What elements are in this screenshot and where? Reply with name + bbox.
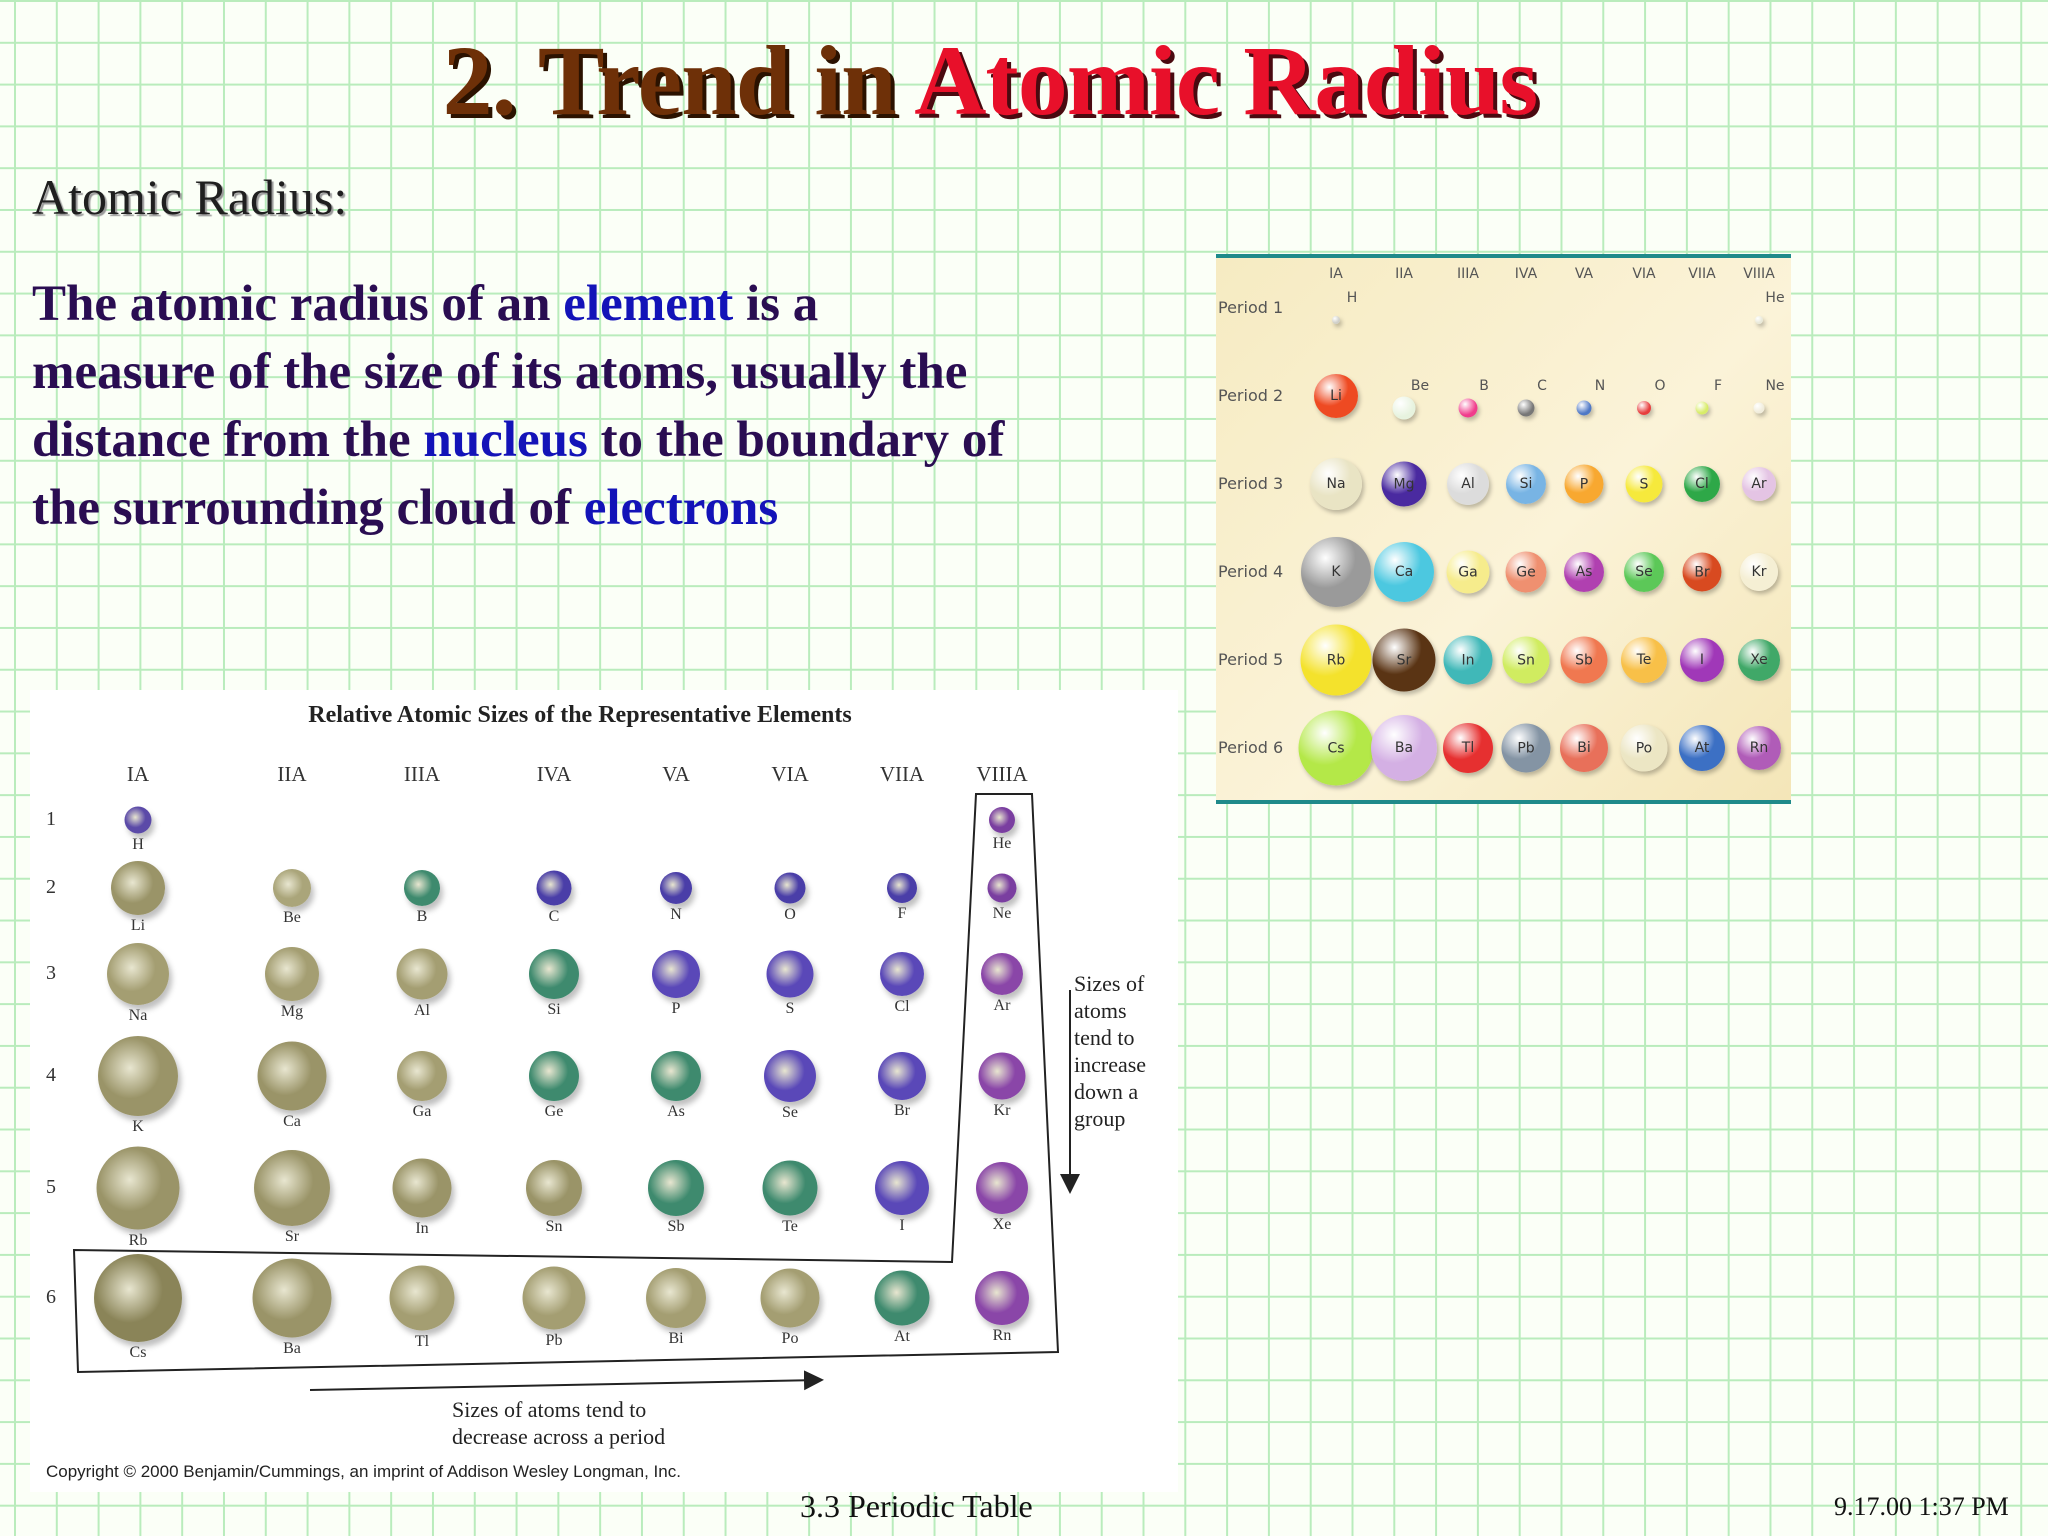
slide-footer-title: 3.3 Periodic Table bbox=[800, 1488, 1033, 1524]
group-header-VA: VA bbox=[1574, 266, 1594, 282]
atom-I bbox=[1680, 638, 1724, 682]
atom-Ga bbox=[1447, 551, 1490, 594]
atom-C bbox=[537, 871, 572, 906]
atom-Cl bbox=[880, 952, 924, 996]
definition-seg-3: to the boundary of the surrounding cloud of bbox=[32, 412, 1005, 536]
atom-K bbox=[98, 1036, 178, 1116]
symbol-Al: Al bbox=[1461, 476, 1475, 492]
atom-Po bbox=[1621, 725, 1668, 772]
atom-Cs bbox=[1299, 711, 1374, 786]
symbol-C: C bbox=[548, 907, 560, 925]
symbol-Se: Se bbox=[782, 1104, 798, 1121]
symbol-Li: Li bbox=[1330, 388, 1342, 404]
atom-Rn bbox=[975, 1271, 1029, 1325]
symbol-He: He bbox=[992, 835, 1012, 852]
atom-Al bbox=[1447, 463, 1489, 505]
symbol-C: C bbox=[1537, 378, 1547, 394]
atom-Kr bbox=[1740, 553, 1778, 591]
symbol-Ga: Ga bbox=[412, 1103, 432, 1120]
note-down-line: group bbox=[1074, 1106, 1126, 1131]
symbol-Ar: Ar bbox=[993, 997, 1011, 1014]
symbol-At: At bbox=[894, 1327, 910, 1345]
atom-Sn bbox=[526, 1160, 582, 1216]
definition-seg-2: is a measure of the size of its atoms, usually the distance from the bbox=[32, 276, 968, 468]
atom-Se bbox=[764, 1050, 816, 1102]
period-number-5: 5 bbox=[46, 1176, 56, 1198]
symbol-P: P bbox=[671, 1000, 681, 1017]
symbol-Se: Se bbox=[1635, 564, 1653, 580]
symbol-Ba: Ba bbox=[283, 1339, 301, 1357]
atom-Sn bbox=[1503, 637, 1550, 684]
symbol-H: H bbox=[132, 835, 144, 853]
atom-F bbox=[887, 873, 917, 903]
atom-N bbox=[1577, 401, 1592, 416]
period-label-5: Period 5 bbox=[1218, 650, 1284, 669]
period-label-6: Period 6 bbox=[1218, 738, 1284, 757]
note-down-line: Sizes of bbox=[1074, 971, 1145, 996]
relative-atomic-sizes-figure bbox=[30, 690, 1178, 1492]
symbol-Cs: Cs bbox=[1327, 740, 1345, 756]
symbol-Cl: Cl bbox=[894, 998, 910, 1015]
group-header-VIIA: VIIA bbox=[1688, 266, 1716, 282]
note-down-line: tend to bbox=[1074, 1025, 1135, 1050]
symbol-Li: Li bbox=[130, 917, 146, 934]
symbol-Cl: Cl bbox=[1695, 476, 1709, 492]
atom-Ge bbox=[529, 1051, 579, 1101]
symbol-S: S bbox=[1639, 476, 1649, 492]
atom-B bbox=[404, 870, 440, 906]
symbol-F: F bbox=[897, 905, 907, 922]
period-number-3: 3 bbox=[46, 962, 56, 984]
symbol-Pb: Pb bbox=[545, 1331, 563, 1349]
symbol-K: K bbox=[132, 1118, 144, 1135]
symbol-Br: Br bbox=[1694, 564, 1710, 580]
symbol-Te: Te bbox=[1636, 652, 1652, 668]
atom-Sb bbox=[1561, 637, 1608, 684]
symbol-Ca: Ca bbox=[1394, 564, 1414, 580]
atom-Li bbox=[111, 861, 165, 915]
atom-Br bbox=[878, 1052, 926, 1100]
symbol-Na: Na bbox=[1326, 476, 1346, 492]
atom-Ba bbox=[1371, 715, 1437, 781]
symbol-Tl: Tl bbox=[414, 1332, 430, 1350]
slide-footer-date: 9.17.00 1:37 PM bbox=[1834, 1492, 2009, 1521]
atom-He bbox=[1755, 316, 1763, 324]
atom-Cs bbox=[94, 1254, 182, 1342]
symbol-At: At bbox=[1694, 740, 1710, 756]
symbol-In: In bbox=[1461, 652, 1475, 668]
atom-Ca bbox=[258, 1042, 327, 1111]
note-down-line: increase bbox=[1074, 1052, 1147, 1077]
period-number-1: 1 bbox=[46, 808, 56, 830]
symbol-Ne: Ne bbox=[992, 904, 1012, 922]
atom-Ge bbox=[1506, 552, 1547, 593]
atom-Rb bbox=[1301, 625, 1372, 696]
period-number-2: 2 bbox=[46, 876, 56, 898]
symbol-Kr: Kr bbox=[993, 1101, 1011, 1119]
atom-Be bbox=[273, 869, 311, 907]
atom-O bbox=[775, 873, 806, 904]
keyword-element: element bbox=[563, 276, 734, 332]
atom-Kr bbox=[979, 1053, 1026, 1100]
symbol-Sb: Sb bbox=[1575, 652, 1593, 668]
group-header-IVA: IVA bbox=[536, 762, 572, 786]
group-header-IA: IA bbox=[1329, 266, 1343, 282]
symbol-I: I bbox=[899, 1217, 905, 1234]
period-label-2: Period 2 bbox=[1218, 386, 1284, 405]
atom-Rb bbox=[97, 1147, 180, 1230]
atom-In bbox=[393, 1159, 452, 1218]
atom-Al bbox=[397, 949, 448, 1000]
atom-Sb bbox=[648, 1160, 704, 1216]
group-header-VIA: VIA bbox=[771, 762, 809, 786]
atom-Be bbox=[1393, 397, 1416, 420]
symbol-Tl: Tl bbox=[1461, 740, 1475, 756]
atom-In bbox=[1444, 636, 1493, 685]
group-header-VIA: VIA bbox=[1632, 266, 1656, 282]
definition-seg-1: The atomic radius of an bbox=[32, 276, 564, 332]
symbol-Ca: Ca bbox=[283, 1112, 301, 1130]
atom-P bbox=[652, 950, 700, 998]
title-part-2: Atomic Radius bbox=[914, 25, 1538, 136]
group-header-IIIA: IIIA bbox=[1457, 266, 1479, 282]
atom-H bbox=[125, 807, 152, 834]
atom-O bbox=[1637, 401, 1651, 415]
atom-Xe bbox=[1738, 639, 1780, 681]
symbol-Al: Al bbox=[414, 1001, 430, 1019]
symbol-B: B bbox=[416, 908, 428, 925]
definition-text bbox=[32, 270, 1012, 542]
note-down-line: down a bbox=[1074, 1079, 1139, 1104]
atom-Te bbox=[1621, 637, 1667, 683]
symbol-Ge: Ge bbox=[1516, 564, 1536, 580]
atom-Te bbox=[763, 1161, 818, 1216]
symbol-He: He bbox=[1765, 290, 1785, 306]
symbol-O: O bbox=[784, 905, 796, 923]
atom-Li bbox=[1314, 374, 1358, 418]
symbol-Rb: Rb bbox=[128, 1231, 148, 1249]
symbol-Po: Po bbox=[781, 1329, 799, 1347]
title-part-1: 2. Trend in bbox=[442, 25, 915, 136]
symbol-H: H bbox=[1346, 290, 1358, 306]
symbol-Cs: Cs bbox=[129, 1344, 147, 1361]
symbol-Sb: Sb bbox=[667, 1218, 685, 1235]
group-header-VIIIA: VIIIA bbox=[1743, 266, 1775, 282]
subheading: Atomic Radius: bbox=[32, 169, 348, 225]
group-header-IA: IA bbox=[126, 762, 150, 786]
atom-Ba bbox=[253, 1259, 332, 1338]
atom-Tl bbox=[390, 1266, 455, 1331]
atom-P bbox=[1565, 465, 1604, 504]
symbol-Pb: Pb bbox=[1517, 740, 1535, 756]
atom-Bi bbox=[1560, 724, 1608, 772]
atom-Bi bbox=[646, 1268, 706, 1328]
group-header-VIIIA: VIIIA bbox=[976, 762, 1028, 786]
symbol-S: S bbox=[785, 999, 795, 1017]
symbol-N: N bbox=[1594, 378, 1606, 394]
symbol-B: B bbox=[1479, 378, 1489, 394]
symbol-Br: Br bbox=[894, 1102, 910, 1119]
figure-caption: Relative Atomic Sizes of the Representative Elements bbox=[308, 702, 852, 728]
symbol-Sr: Sr bbox=[1396, 652, 1412, 668]
symbol-F: F bbox=[1713, 378, 1723, 394]
symbol-Sr: Sr bbox=[284, 1228, 300, 1245]
atom-Si bbox=[1506, 464, 1546, 504]
symbol-In: In bbox=[415, 1219, 429, 1237]
note-across-period bbox=[452, 1396, 665, 1450]
atom-As bbox=[1564, 552, 1604, 592]
symbol-Si: Si bbox=[1519, 476, 1533, 492]
atom-B bbox=[1459, 399, 1478, 418]
symbol-Na: Na bbox=[128, 1007, 148, 1024]
atom-Si bbox=[529, 949, 579, 999]
atom-Cl bbox=[1684, 466, 1720, 502]
symbol-As: As bbox=[667, 1103, 685, 1120]
symbol-Ar: Ar bbox=[1751, 476, 1767, 492]
symbol-Ne: Ne bbox=[1765, 378, 1785, 394]
symbol-Bi: Bi bbox=[1577, 740, 1591, 756]
atom-C bbox=[1518, 400, 1535, 417]
group-header-IIA: IIA bbox=[1395, 266, 1413, 282]
period-label-1: Period 1 bbox=[1218, 298, 1284, 317]
symbol-Ba: Ba bbox=[1394, 740, 1414, 756]
atom-Mg bbox=[1382, 462, 1427, 507]
note-across-line: decrease across a period bbox=[452, 1424, 666, 1449]
slide-title bbox=[0, 26, 1980, 136]
symbol-Rn: Rn bbox=[992, 1327, 1012, 1344]
atom-Tl bbox=[1443, 723, 1493, 773]
symbol-Ga: Ga bbox=[1458, 564, 1478, 580]
colored-atomic-radius-figure bbox=[1216, 254, 1791, 804]
symbol-I: I bbox=[1699, 652, 1705, 668]
symbol-Xe: Xe bbox=[992, 1216, 1012, 1233]
group-header-IIA: IIA bbox=[277, 762, 307, 786]
atom-Ne bbox=[1754, 403, 1765, 414]
atom-Pb bbox=[523, 1267, 586, 1330]
atom-S bbox=[1626, 466, 1663, 503]
symbol-Rn: Rn bbox=[1749, 740, 1769, 756]
atom-I bbox=[875, 1161, 929, 1215]
atom-Ar bbox=[981, 953, 1023, 995]
atom-Ar bbox=[1742, 467, 1776, 501]
atom-Sr bbox=[254, 1150, 330, 1226]
period-label-3: Period 3 bbox=[1218, 474, 1284, 493]
atom-As bbox=[651, 1051, 701, 1101]
symbol-Sn: Sn bbox=[545, 1218, 563, 1235]
period-label-4: Period 4 bbox=[1218, 562, 1284, 581]
symbol-Ge: Ge bbox=[544, 1103, 564, 1120]
symbol-Kr: Kr bbox=[1751, 564, 1767, 580]
keyword-electrons: electrons bbox=[583, 480, 779, 536]
atom-Ca bbox=[1374, 542, 1434, 602]
atom-Sr bbox=[1373, 629, 1436, 692]
atom-Br bbox=[1683, 553, 1722, 592]
symbol-Si: Si bbox=[547, 1001, 561, 1018]
symbol-Bi: Bi bbox=[668, 1330, 684, 1347]
note-across-line: Sizes of atoms tend to bbox=[452, 1397, 647, 1422]
atom-H bbox=[1332, 316, 1340, 324]
atom-Na bbox=[107, 943, 169, 1005]
period-number-4: 4 bbox=[46, 1064, 56, 1086]
atom-He bbox=[989, 807, 1015, 833]
group-header-VIIA: VIIA bbox=[879, 762, 925, 786]
period-number-6: 6 bbox=[46, 1286, 56, 1308]
keyword-nucleus: nucleus bbox=[423, 412, 588, 468]
symbol-Sn: Sn bbox=[1517, 652, 1535, 668]
atom-F bbox=[1696, 402, 1709, 415]
atom-Ga bbox=[397, 1051, 447, 1101]
atom-Xe bbox=[976, 1162, 1028, 1214]
note-down-group bbox=[1074, 970, 1146, 1132]
symbol-P: P bbox=[1579, 476, 1589, 492]
symbol-Mg: Mg bbox=[280, 1003, 304, 1020]
atom-K bbox=[1301, 537, 1371, 607]
atom-At bbox=[875, 1271, 930, 1326]
group-header-IIIA: IIIA bbox=[403, 762, 441, 786]
atom-Rn bbox=[1737, 726, 1781, 770]
symbol-N: N bbox=[670, 906, 682, 923]
atom-S bbox=[767, 951, 814, 998]
atom-Ne bbox=[988, 874, 1017, 903]
note-down-line: atoms bbox=[1074, 998, 1127, 1023]
symbol-Rb: Rb bbox=[1326, 652, 1346, 668]
symbol-Po: Po bbox=[1635, 740, 1653, 756]
copyright-notice: Copyright © 2000 Benjamin/Cummings, an imprint of Addison Wesley Longman, Inc. bbox=[46, 1462, 681, 1481]
symbol-K: K bbox=[1331, 564, 1341, 580]
symbol-As: As bbox=[1575, 564, 1593, 580]
group-header-VA: VA bbox=[662, 762, 690, 786]
atom-Po bbox=[761, 1269, 820, 1328]
atom-Na bbox=[1310, 458, 1362, 510]
symbol-Te: Te bbox=[782, 1217, 798, 1235]
atom-Se bbox=[1624, 552, 1664, 592]
arrow-right-icon bbox=[310, 1380, 820, 1390]
symbol-O: O bbox=[1654, 378, 1666, 394]
atom-Pb bbox=[1502, 724, 1551, 773]
group-header-IVA: IVA bbox=[1514, 266, 1538, 282]
symbol-Be: Be bbox=[283, 909, 301, 926]
symbol-Mg: Mg bbox=[1393, 476, 1415, 492]
atom-Mg bbox=[265, 947, 319, 1001]
symbol-Xe: Xe bbox=[1750, 652, 1768, 668]
symbol-Be: Be bbox=[1410, 378, 1430, 394]
atom-At bbox=[1679, 725, 1725, 771]
atom-N bbox=[660, 872, 692, 904]
